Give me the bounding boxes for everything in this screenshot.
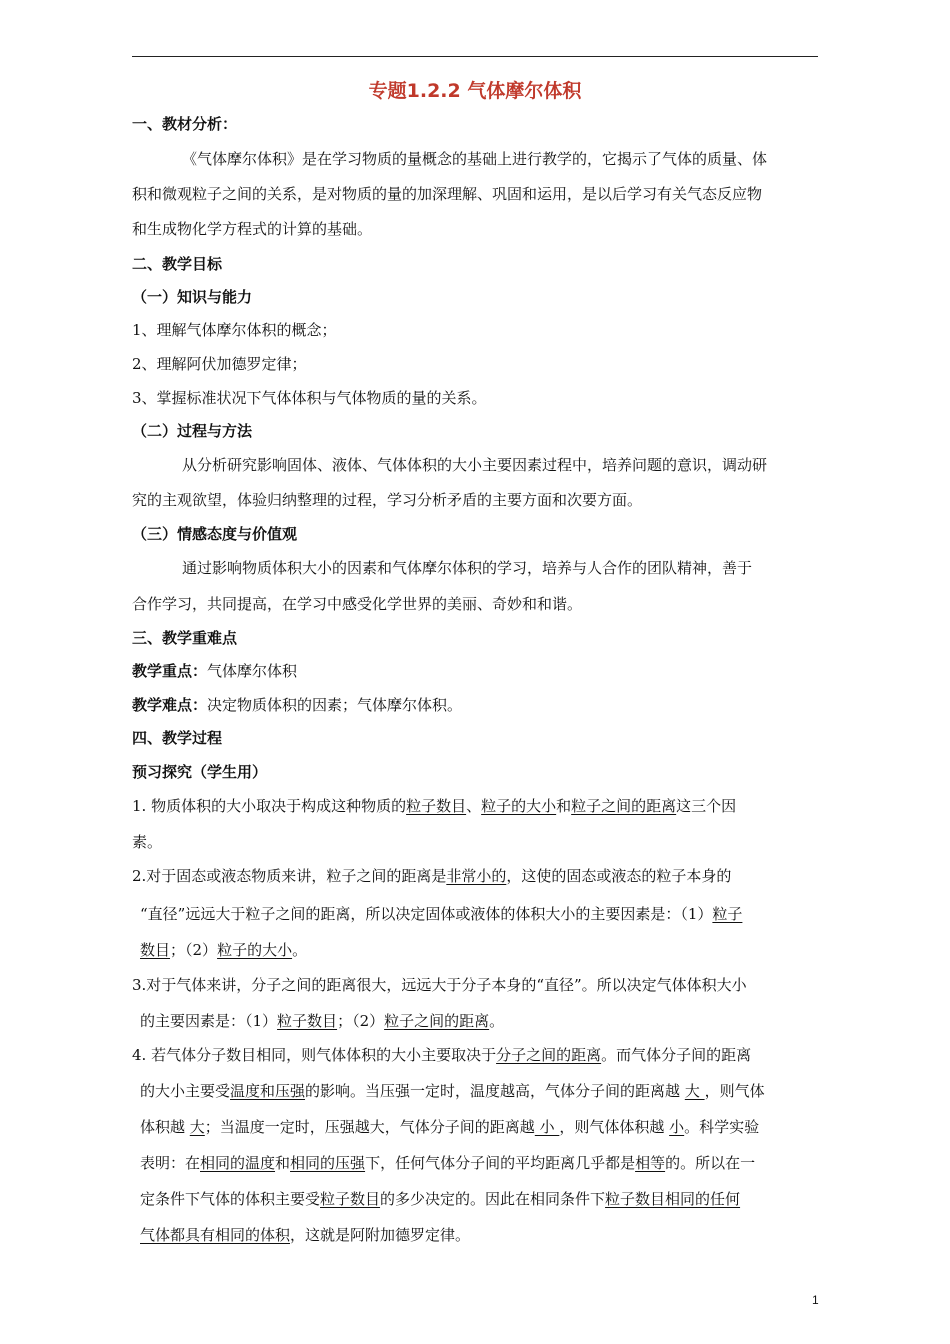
answer-blank: 分子之间的距离 [496,1046,602,1064]
section-heading-process: 四、教学过程 [132,729,223,747]
answer-blank: 相等 [635,1154,666,1172]
answer-blank: 粒子数目 [320,1190,381,1208]
question-2-line: 2.对于固态或液态物质来讲，粒子之间的距离是非常小的，这使的固态或液态的粒子本身的 [132,867,732,885]
answer-blank: 小 [534,1118,560,1136]
subheading-knowledge: （一）知识与能力 [132,288,253,306]
answer-blank: 小 [669,1118,685,1136]
answer-blank: 气体都具有相同的体积 [140,1226,291,1244]
question-4-line: 体积越 大；当温度一定时，压强越大，气体分子间的距离越 小 ，则气体体积越 小。科学实验 [140,1118,760,1136]
answer-blank: 粒子数目 [277,1012,338,1030]
question-2-line: 数目；（2）粒子的大小。 [140,941,308,959]
question-4-line: 的大小主要受温度和压强的影响。当压强一定时，温度越高，气体分子间的距离越 大 ，则气体 [140,1082,765,1100]
paragraph-line: 究的主观欲望，体验归纳整理的过程，学习分析矛盾的主要方面和次要方面。 [132,491,643,509]
answer-blank: 粒子之间的距离 [384,1012,490,1030]
question-1-line: 1. 物质体积的大小取决于构成这种物质的粒子数目、粒子的大小和粒子之间的距离这三个因 [132,797,737,815]
page-number: 1 [812,1293,819,1307]
paragraph-line: 通过影响物质体积大小的因素和气体摩尔体积的学习，培养与人合作的团队精神，善于 [182,559,753,577]
list-item: 1、理解气体摩尔体积的概念； [132,321,337,339]
list-item: 2、理解阿伏加德罗定律； [132,355,307,373]
answer-blank: 粒子 [712,905,743,923]
answer-blank: 数目 [140,941,171,959]
page-title: 专题1.2.2 气体摩尔体积 [368,80,582,102]
key-point-label: 教学重点： [132,662,208,680]
difficulty-label: 教学难点： [132,696,208,714]
question-1-line: 素。 [132,833,163,851]
question-4-line: 气体都具有相同的体积，这就是阿附加德罗定律。 [140,1226,471,1244]
subheading-preview: 预习探究（学生用） [132,763,268,781]
answer-blank: 大 [684,1082,705,1100]
subheading-attitude: （三）情感态度与价值观 [132,525,298,543]
question-4-line: 表明：在相同的温度和相同的压强下，任何气体分子间的平均距离几乎都是相等的。所以在一 [140,1154,756,1172]
answer-blank: 相同的压强 [290,1154,366,1172]
key-point-text: 气体摩尔体积 [207,662,298,680]
paragraph-line: 《气体摩尔体积》是在学习物质的量概念的基础上进行教学的，它揭示了气体的质量、体 [182,150,768,168]
answer-blank: 粒子数目 [406,797,467,815]
paragraph-line: 从分析研究影响固体、液体、气体体积的大小主要因素过程中，培养问题的意识，调动研 [182,456,768,474]
header-rule [132,56,818,57]
difficulty-line [132,695,462,715]
answer-blank: 粒子数目相同的任何 [605,1190,741,1208]
subheading-process: （二）过程与方法 [132,422,253,440]
answer-blank: 温度和压强 [230,1082,306,1100]
answer-blank: 非常小的 [446,867,507,885]
answer-blank: 大 [189,1118,205,1136]
question-4-line: 4. 若气体分子数目相同，则气体体积的大小主要取决于分子之间的距离。而气体分子间的距离 [132,1046,752,1064]
question-3-line: 3.对于气体来讲，分子之间的距离很大，远远大于分子本身的“直径”。所以决定气体体积大小 [132,976,747,994]
question-3-line: 的主要因素是：（1）粒子数目；（2）粒子之间的距离。 [140,1012,505,1030]
section-heading-keypoints: 三、教学重难点 [132,629,238,647]
paragraph-line: 和生成物化学方程式的计算的基础。 [132,220,373,238]
key-point-line [132,661,297,681]
list-item: 3、掌握标准状况下气体体积与气体物质的量的关系。 [132,389,487,407]
answer-blank: 粒子的大小 [217,941,293,959]
answer-blank: 粒子之间的距离 [571,797,677,815]
question-2-line: “直径”远远大于粒子之间的距离，所以决定固体或液体的体积大小的主要因素是：（1）粒子 [140,905,743,923]
paragraph-line: 合作学习，共同提高，在学习中感受化学世界的美丽、奇妙和和谐。 [132,595,583,613]
question-4-line: 定条件下气体的体积主要受粒子数目的多少决定的。因此在相同条件下粒子数目相同的任何 [140,1190,741,1208]
difficulty-text: 决定物质体积的因素；气体摩尔体积。 [207,696,463,714]
answer-blank: 相同的温度 [200,1154,276,1172]
answer-blank: 粒子的大小 [481,797,557,815]
section-heading-goals: 二、教学目标 [132,255,223,273]
section-heading-analysis: 一、教材分析： [132,115,238,133]
paragraph-line: 积和微观粒子之间的关系，是对物质的量的加深理解、巩固和运用，是以后学习有关气态反应物 [132,185,763,203]
